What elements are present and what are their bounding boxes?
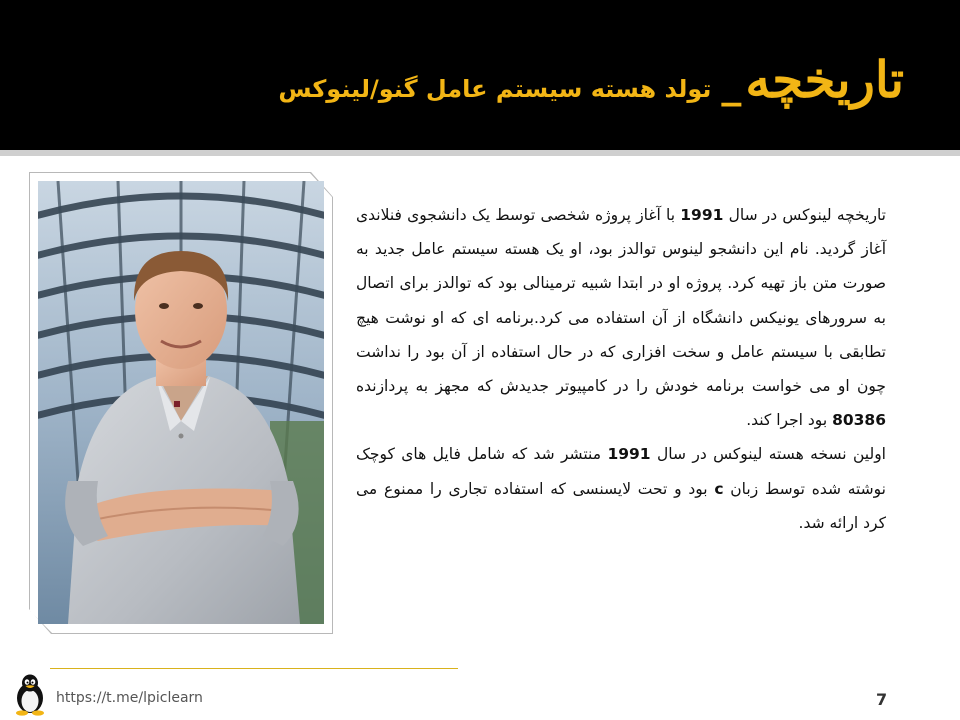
footer-url: https://t.me/lpiclearn — [56, 690, 203, 706]
paragraph-history — [356, 198, 886, 437]
tux-penguin-icon — [10, 672, 50, 716]
language-name: c — [714, 479, 724, 498]
year-1991-first: 1991 — [680, 206, 724, 224]
slide-title-separator: _ — [721, 60, 742, 107]
paragraph-release-part2: منتشر شد که شامل فایل های کوچک نوشته شده توسط زبان — [356, 445, 886, 498]
slide-title-main: تاریخچه — [745, 50, 904, 109]
header-divider — [0, 150, 960, 156]
slide-title — [278, 50, 904, 109]
paragraph-first-release — [356, 437, 886, 540]
body-text — [356, 198, 886, 540]
portrait-photo — [38, 181, 324, 624]
page-number: 7 — [876, 690, 888, 709]
paragraph-history-part2: با آغاز پروژه شخصی توسط یک دانشجوی فنلاندی آغاز گردید. نام این دانشجو لینوس توالدز بود، او یک هسته سیستم عامل جدید به صورت متن باز تهیه کرد. پروژه او در ابتدا شبیه ترمینالی بود که توالدز برای اتصال به سرورهای یونیکس دانشگاه از آن استفاده می کرد.برنامه ای که او نوشت هیچ تطابقی با سیستم عامل و سخت افزاری که در حال استفاده از آن بود را نداشت چون او می خواست برنامه خودش را در کامپیوتر جدیدش که مجهز به پردازنده — [356, 206, 886, 396]
footer-divider — [50, 668, 458, 669]
paragraph-release-part1: اولین نسخه هسته لینوکس در سال — [650, 445, 886, 464]
paragraph-release-part3: بود و تحت لایسنسی که استفاده تجاری را ممنوع می کرد ارائه شد. — [356, 479, 886, 532]
year-1991-second: 1991 — [607, 445, 651, 464]
paragraph-history-part3: بود اجرا کند. — [746, 411, 833, 430]
paragraph-history-part1: تاریخچه لینوکس در سال — [723, 206, 886, 224]
slide-subtitle: تولد هسته سیستم عامل گنو/لینوکس — [278, 75, 712, 103]
cpu-model: 80386 — [832, 411, 886, 430]
